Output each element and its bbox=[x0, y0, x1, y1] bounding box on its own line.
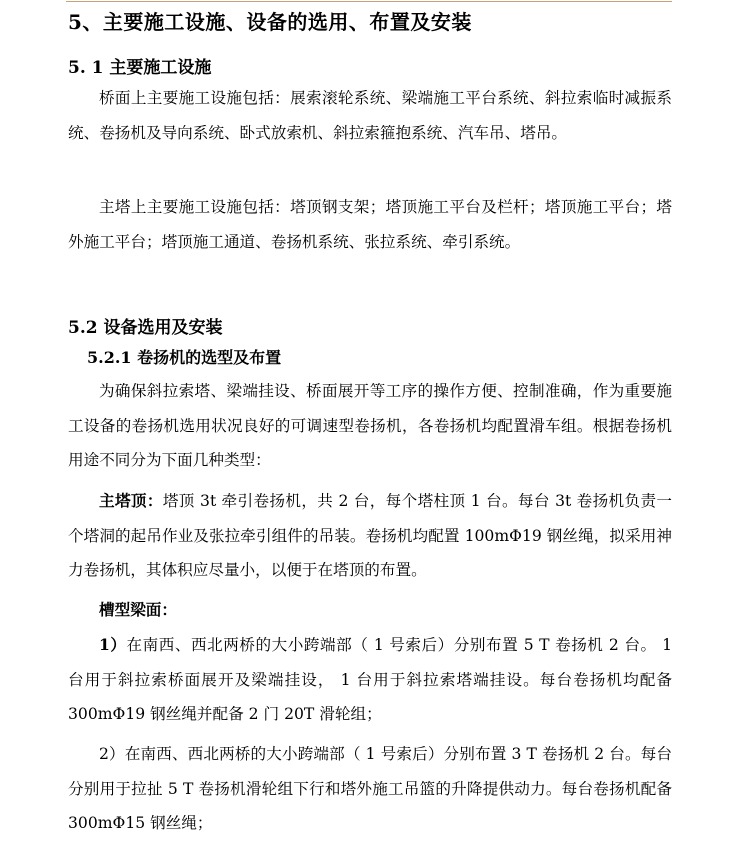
item-1-text: 在南西、西北两桥的大小跨端部（ 1 号索后）分别布置 5 T 卷扬机 2 台。 1 台用于斜拉索桥面展开及梁端挂设， 1 台用于斜拉索塔端挂设。每台卷扬机均配备 300mΦ19 钢丝绳并配备 2 门 20T 滑轮组； bbox=[68, 636, 672, 724]
item-1-number: 1） bbox=[99, 635, 127, 654]
main-tower-label: 主塔顶： bbox=[99, 491, 163, 510]
section-5-1-paragraph-1: 桥面上主要施工设施包括：展索滚轮系统、梁端施工平台系统、斜拉索临时减振系统、卷扬机及导向系统、卧式放索机、斜拉索箍抱系统、汽车吊、塔吊。 bbox=[68, 89, 672, 142]
item-2-paragraph bbox=[68, 737, 672, 841]
item-1-paragraph bbox=[68, 628, 672, 732]
main-tower-paragraph bbox=[68, 484, 672, 588]
section-5-2-heading: 5.2 设备选用及安装 bbox=[68, 318, 223, 338]
trough-beam-label: 槽型梁面： bbox=[99, 600, 177, 619]
header-rule bbox=[66, 1, 672, 2]
item-2-text: 在南西、西北两桥的大小跨端部（ 1 号索后）分别布置 3 T 卷扬机 2 台。每台分别用于拉扯 5 T 卷扬机滑轮组下行和塔外施工吊篮的升降提供动力。每台卷扬机配备 300mΦ15 钢丝绳； bbox=[68, 745, 673, 833]
section-5-1-paragraph-2: 主塔上主要施工设施包括：塔顶钢支架；塔顶施工平台及栏杆；塔顶施工平台；塔外施工平台；塔顶施工通道、卷扬机系统、张拉系统、牵引系统。 bbox=[68, 198, 672, 251]
main-tower-text: 塔顶 3t 牵引卷扬机，共 2 台，每个塔柱顶 1 台。每台 3t 卷扬机负责一个塔洞的起吊作业及张拉牵引组件的吊装。卷扬机均配置 100mΦ19 钢丝绳，拟采用神力卷扬机，其体积应尽量小，以便于在塔顶的布置。 bbox=[68, 492, 672, 580]
section-5-2-intro-paragraph: 为确保斜拉索塔、梁端挂设、桥面展开等工序的操作方便、控制准确，作为重要施工设备的卷扬机选用状况良好的可调速型卷扬机，各卷扬机均配置滑车组。根据卷扬机用途不同分为下面几种类型： bbox=[68, 382, 672, 470]
item-2-number: 2） bbox=[99, 745, 125, 763]
section-5-1-heading: 5. 1 主要施工设施 bbox=[68, 58, 212, 78]
section-5-2-1-heading: 5.2.1 卷扬机的选型及布置 bbox=[87, 348, 282, 367]
chapter-heading: 5、主要施工设施、设备的选用、布置及安装 bbox=[68, 10, 472, 34]
